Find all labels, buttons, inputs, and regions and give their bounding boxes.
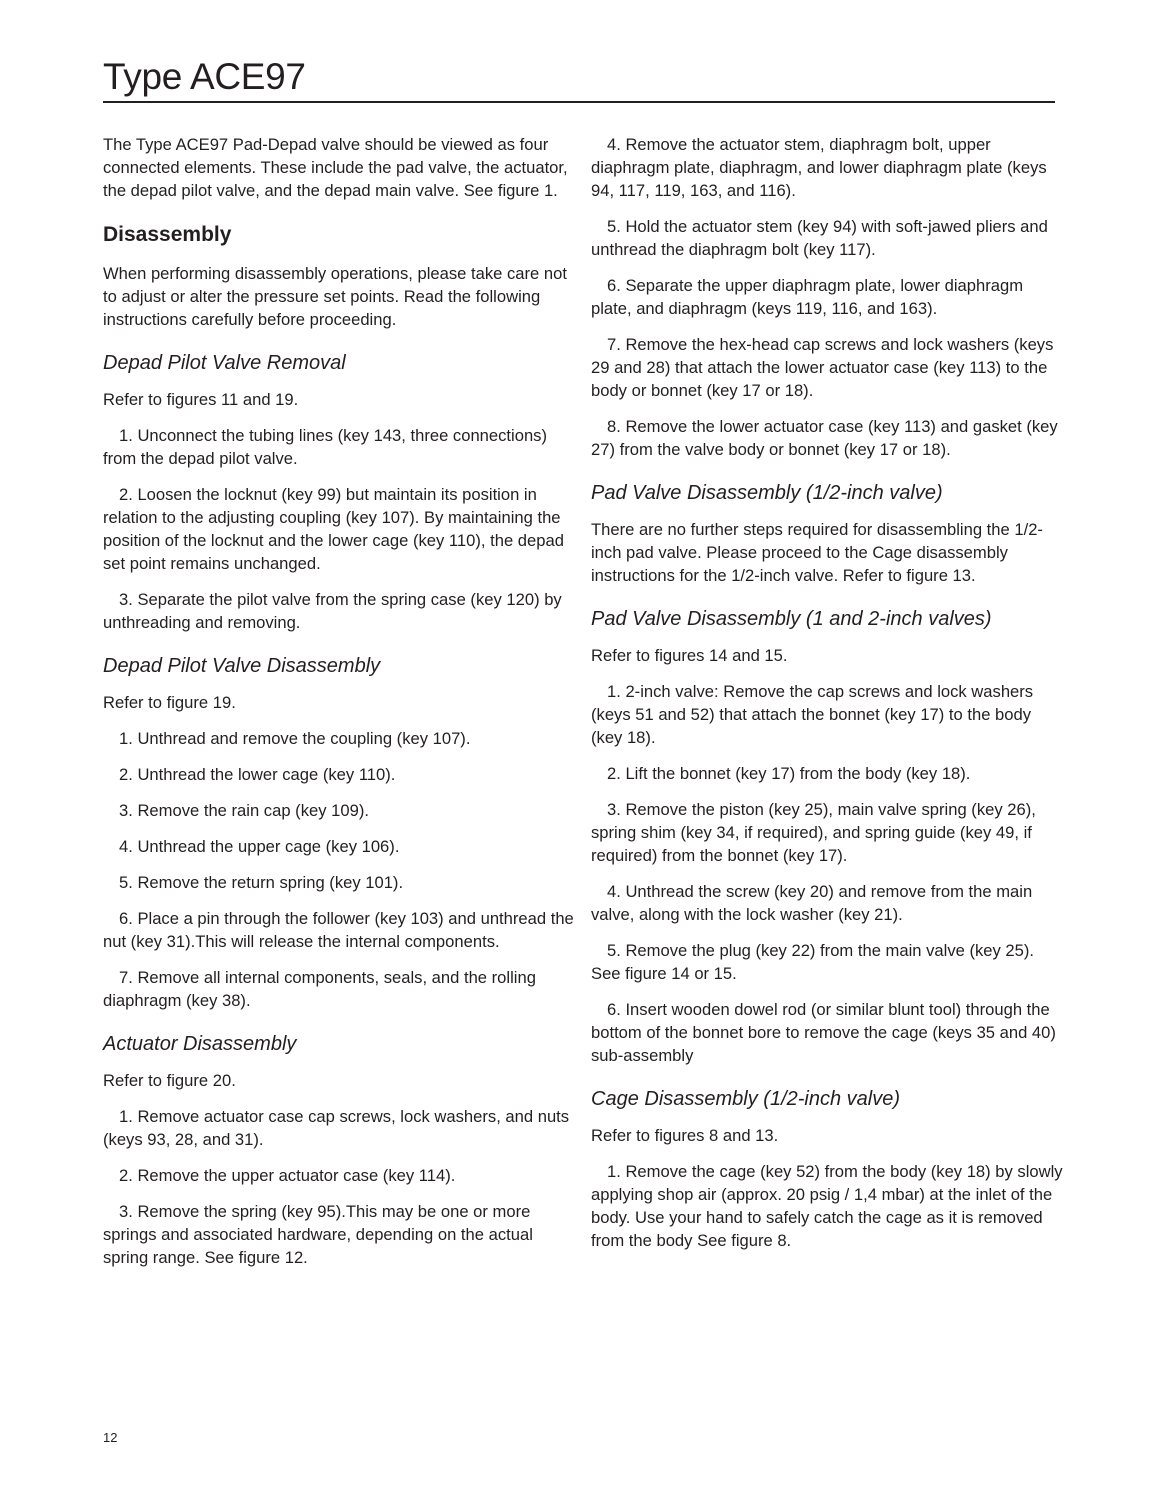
actuator-disassembly-ref: Refer to figure 20. xyxy=(103,1071,236,1090)
pilot-disassembly-step: 4. Unthread the upper cage (key 106). xyxy=(119,837,400,856)
pad-one-two-inch-heading: Pad Valve Disassembly (1 and 2-inch valves) xyxy=(591,608,992,630)
pad-one-two-inch-ref: Refer to figures 14 and 15. xyxy=(591,646,788,665)
cage-half-inch-heading: Cage Disassembly (1/2-inch valve) xyxy=(591,1088,901,1110)
title-rule xyxy=(103,101,1055,103)
disassembly-paragraph: When performing disassembly operations, please take care not to adjust or alter the pressure set points. Read the following instructions carefully before proceeding. xyxy=(103,264,567,329)
actuator-step: 3. Remove the spring (key 95).This may be one or more springs and associated hardware, depending on the actual spring range. See figure 12. xyxy=(103,1202,533,1267)
right-column xyxy=(591,133,1066,1265)
pad-valve-step: 4. Unthread the screw (key 20) and remove from the main valve, along with the lock washer (key 21). xyxy=(591,882,1033,924)
intro-paragraph: The Type ACE97 Pad-Depad valve should be viewed as four connected elements. These include the pad valve, the actuator, the depad pilot valve, and the depad main valve. See figure 1. xyxy=(103,135,568,200)
left-column xyxy=(103,133,575,1282)
pilot-removal-step: 3. Separate the pilot valve from the spring case (key 120) by unthreading and removing. xyxy=(103,590,562,632)
actuator-disassembly-heading: Actuator Disassembly xyxy=(103,1033,297,1055)
page-number: 12 xyxy=(103,1430,118,1445)
pilot-removal-heading: Depad Pilot Valve Removal xyxy=(103,352,346,374)
pad-valve-step: 2. Lift the bonnet (key 17) from the body (key 18). xyxy=(607,764,971,783)
pilot-disassembly-ref: Refer to figure 19. xyxy=(103,693,236,712)
actuator-step: 8. Remove the lower actuator case (key 113) and gasket (key 27) from the valve body or bonnet (key 17 or 18). xyxy=(591,417,1058,459)
pilot-removal-step: 1. Unconnect the tubing lines (key 143, three connections) from the depad pilot valve. xyxy=(103,426,548,468)
pad-valve-step: 1. 2-inch valve: Remove the cap screws and lock washers (keys 51 and 52) that attach the bonnet (key 17) to the body (key 18). xyxy=(591,682,1034,747)
pad-half-inch-paragraph: There are no further steps required for disassembling the 1/2-inch pad valve. Please proceed to the Cage disassembly instructions for the 1/2-inch valve. Refer to figure 13. xyxy=(591,520,1043,585)
page-title: Type ACE97 xyxy=(103,56,306,97)
actuator-step: 4. Remove the actuator stem, diaphragm bolt, upper diaphragm plate, diaphragm, and lower diaphragm plate (keys 94, 117, 119, 163, and 116). xyxy=(591,135,1047,200)
pilot-disassembly-heading: Depad Pilot Valve Disassembly xyxy=(103,655,381,677)
pilot-disassembly-step: 5. Remove the return spring (key 101). xyxy=(119,873,404,892)
actuator-step: 5. Hold the actuator stem (key 94) with soft-jawed pliers and unthread the diaphragm bolt (key 117). xyxy=(591,217,1048,259)
disassembly-heading: Disassembly xyxy=(103,223,232,246)
actuator-step: 2. Remove the upper actuator case (key 114). xyxy=(119,1166,456,1185)
actuator-step: 1. Remove actuator case cap screws, lock washers, and nuts (keys 93, 28, and 31). xyxy=(103,1107,570,1149)
pilot-disassembly-step: 3. Remove the rain cap (key 109). xyxy=(119,801,369,820)
pilot-disassembly-step: 7. Remove all internal components, seals, and the rolling diaphragm (key 38). xyxy=(103,968,536,1010)
cage-half-inch-ref: Refer to figures 8 and 13. xyxy=(591,1126,779,1145)
pilot-removal-step: 2. Loosen the locknut (key 99) but maintain its position in relation to the adjusting coupling (key 107). By maintaining the position of the locknut and the lower cage (key 110), the depad set point remains unchanged. xyxy=(103,485,564,573)
actuator-step: 6. Separate the upper diaphragm plate, lower diaphragm plate, and diaphragm (keys 119, 116, and 163). xyxy=(591,276,1024,318)
pilot-disassembly-step: 2. Unthread the lower cage (key 110). xyxy=(119,765,396,784)
pilot-disassembly-step: 6. Place a pin through the follower (key 103) and unthread the nut (key 31).This will release the internal components. xyxy=(103,909,574,951)
cage-step: 1. Remove the cage (key 52) from the body (key 18) by slowly applying shop air (approx. 20 psig / 1,4 mbar) at the inlet of the body. Use your hand to safely catch the cage as it is removed from the body See figure 8. xyxy=(591,1162,1063,1250)
pad-half-inch-heading: Pad Valve Disassembly (1/2-inch valve) xyxy=(591,482,943,504)
pad-valve-step: 3. Remove the piston (key 25), main valve spring (key 26), spring shim (key 34, if required), and spring guide (key 49, if required) from the bonnet (key 17). xyxy=(591,800,1036,865)
pad-valve-step: 6. Insert wooden dowel rod (or similar blunt tool) through the bottom of the bonnet bore to remove the cage (keys 35 and 40) sub-assembly xyxy=(591,1000,1056,1065)
pad-valve-step: 5. Remove the plug (key 22) from the main valve (key 25). See figure 14 or 15. xyxy=(591,941,1035,983)
pilot-removal-ref: Refer to figures 11 and 19. xyxy=(103,390,299,409)
actuator-step: 7. Remove the hex-head cap screws and lock washers (keys 29 and 28) that attach the lower actuator case (key 113) to the body or bonnet (key 17 or 18). xyxy=(591,335,1054,400)
pilot-disassembly-step: 1. Unthread and remove the coupling (key 107). xyxy=(119,729,471,748)
